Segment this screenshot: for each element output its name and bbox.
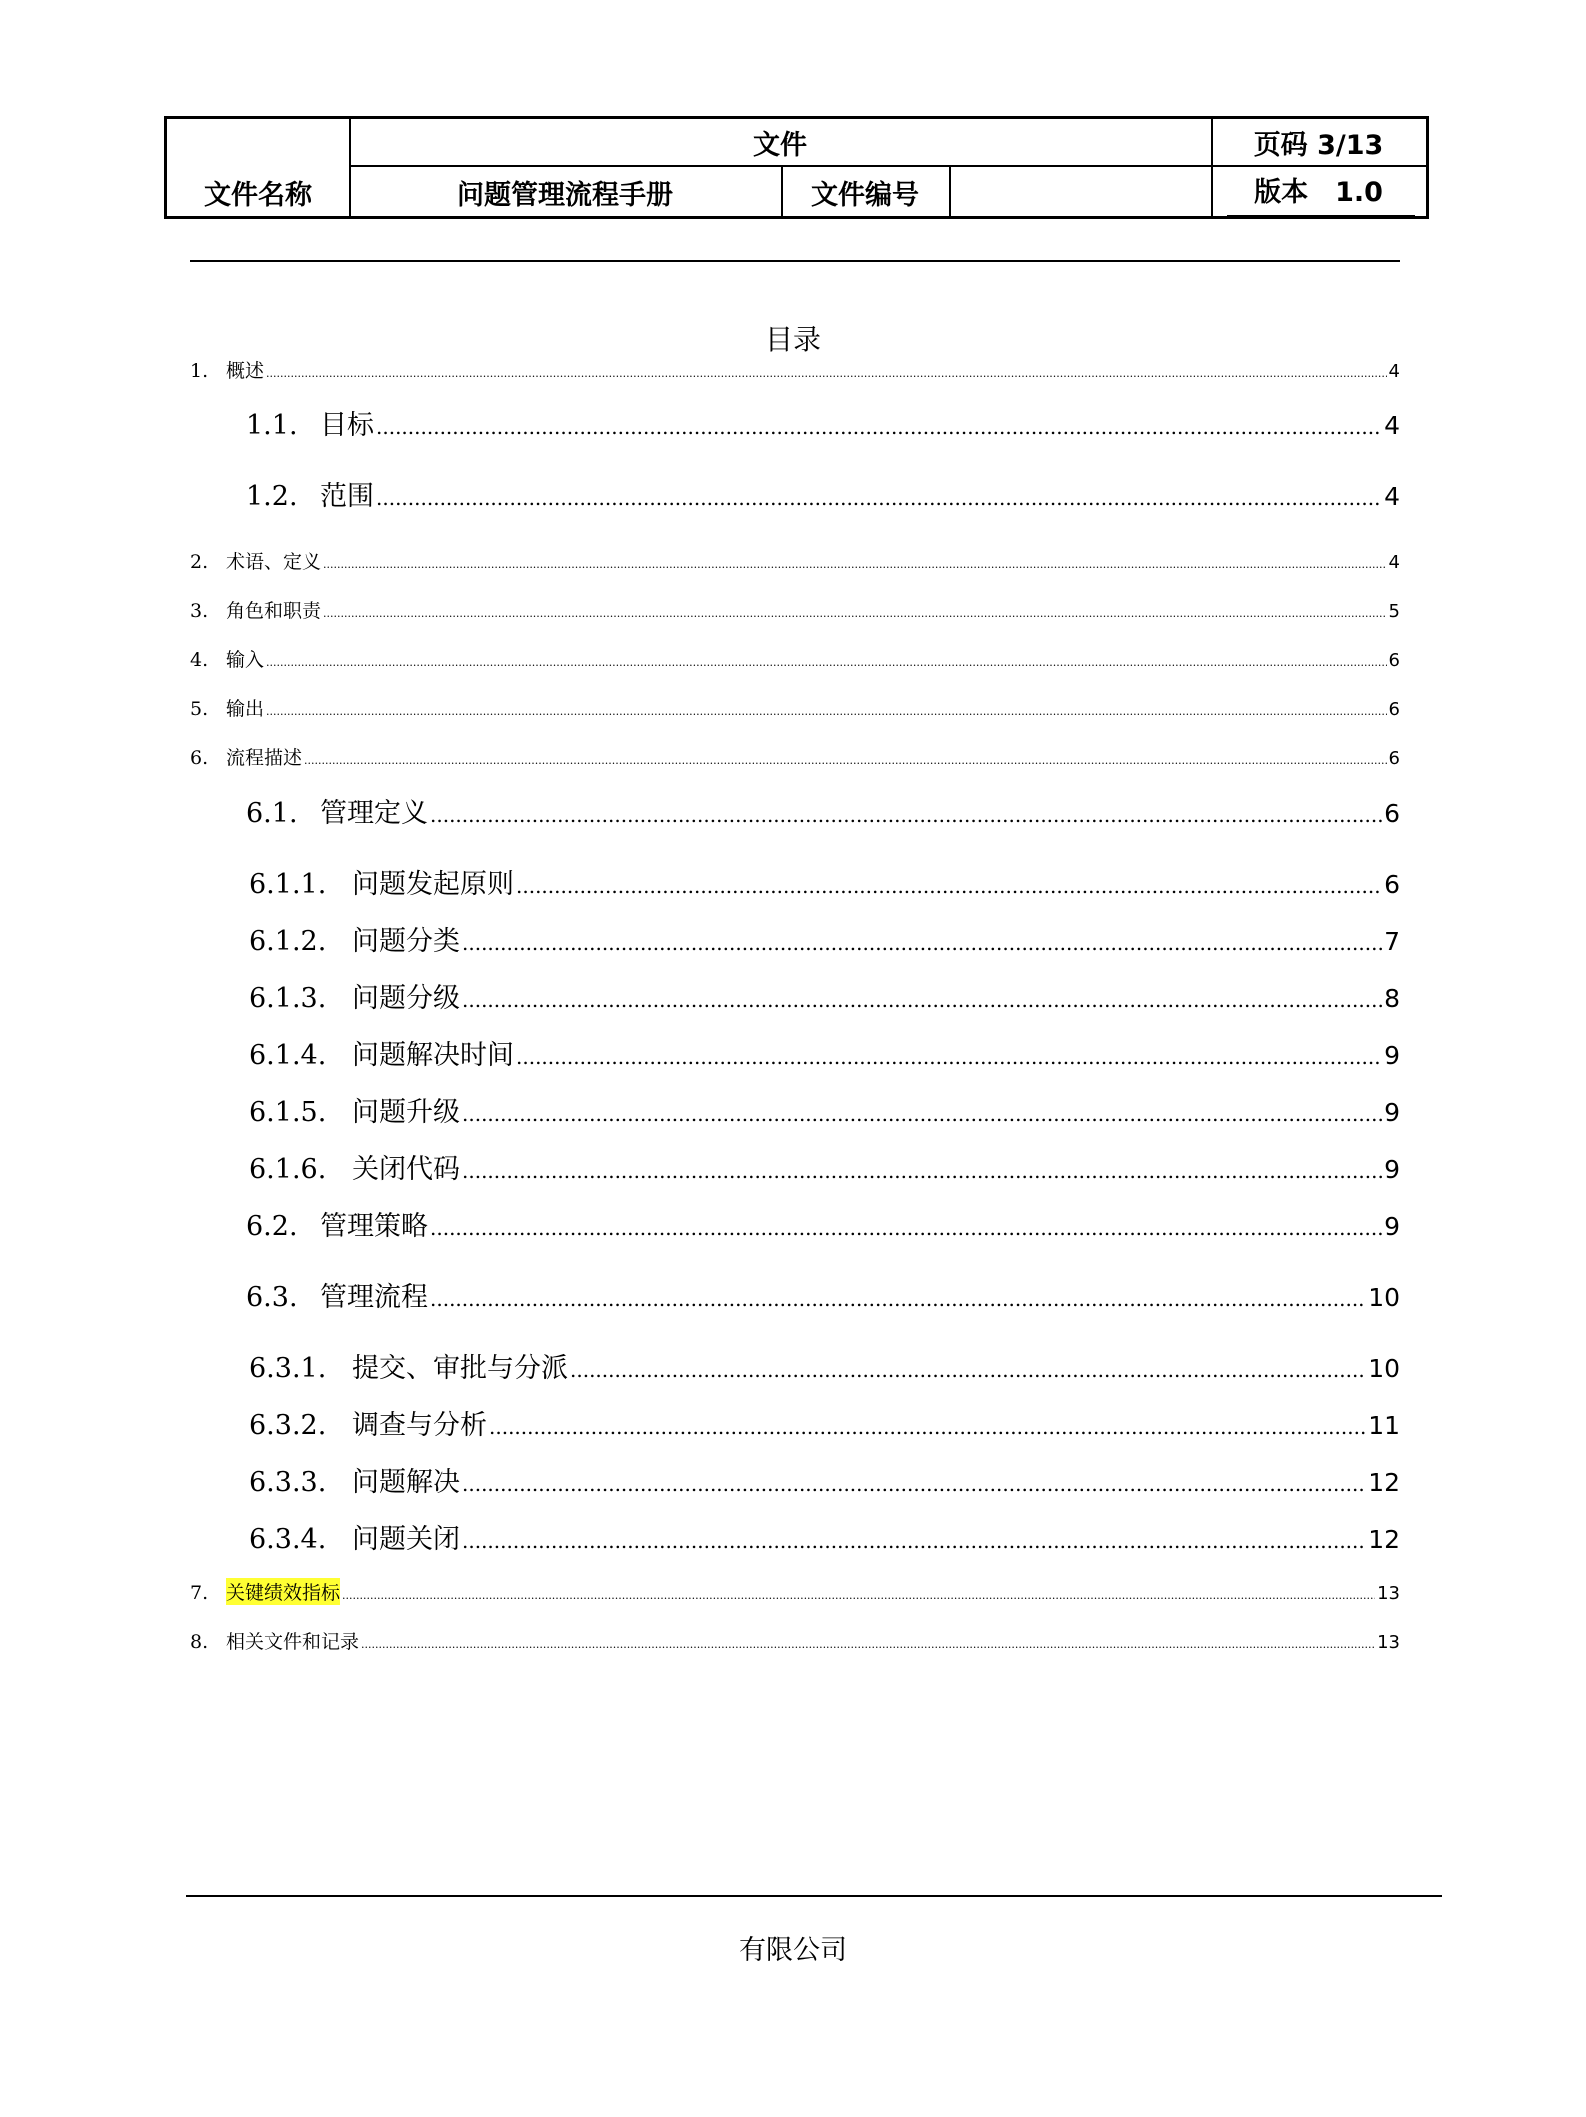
toc-entry[interactable] [249, 1147, 1400, 1186]
toc-entry-label: 目标 [320, 410, 374, 441]
toc-leader [342, 1589, 1375, 1602]
toc-entry-number: 8. [190, 1631, 209, 1653]
toc-entry[interactable] [249, 862, 1400, 901]
toc-entry-label: 相关文件和记录 [226, 1631, 360, 1653]
toc-entry-number: 6.3.4. [249, 1524, 327, 1555]
toc-entry[interactable] [249, 1460, 1400, 1499]
footer-company: 有限公司 [739, 1935, 847, 1966]
toc-entry-label: 输出 [226, 698, 265, 720]
toc-entry-number: 6.1.1. [249, 869, 327, 900]
toc-leader [516, 874, 1382, 898]
toc-entry-label: 问题关闭 [352, 1524, 460, 1555]
toc-entry-label: 问题解决时间 [352, 1040, 514, 1071]
toc-entry-label: 问题分级 [352, 983, 460, 1014]
toc-entry-page: 7 [1384, 927, 1400, 956]
toc-entry-page: 4 [1388, 552, 1400, 573]
toc-entry-number: 6.1.5. [249, 1097, 327, 1128]
toc-entry-number: 6.3. [246, 1282, 298, 1313]
header-divider [1227, 215, 1415, 217]
toc-entry-page: 13 [1377, 1583, 1400, 1604]
toc-entry-page: 9 [1384, 1098, 1400, 1127]
toc-entry-label: 管理流程 [320, 1282, 428, 1313]
toc-entry-label: 调查与分析 [352, 1410, 487, 1441]
toc-entry-page: 11 [1368, 1411, 1400, 1440]
toc-leader [323, 558, 1387, 571]
toc-entry-page: 9 [1384, 1041, 1400, 1070]
toc-entry[interactable] [246, 403, 1400, 442]
toc-entry-label: 管理策略 [320, 1211, 428, 1242]
toc-entry-label: 问题升级 [352, 1097, 460, 1128]
file-number-label: 文件编号 [811, 179, 919, 211]
toc-entry-page: 13 [1377, 1632, 1400, 1653]
toc-entry[interactable] [249, 976, 1400, 1015]
toc-leader [266, 656, 1387, 669]
toc-entry-number: 1.2. [246, 481, 298, 512]
toc-entry-number: 6.3.3. [249, 1467, 327, 1498]
toc-entry[interactable] [190, 1578, 1400, 1605]
toc-entry[interactable] [249, 1517, 1400, 1556]
toc-entry-label: 范围 [320, 481, 374, 512]
toc-entry-number: 6.1.4. [249, 1040, 327, 1071]
toc-entry-page: 4 [1388, 361, 1400, 382]
toc-entry[interactable] [190, 743, 1400, 770]
toc-entry-page: 5 [1388, 601, 1400, 622]
toc-entry[interactable] [249, 919, 1400, 958]
footer-rule [186, 1895, 1442, 1897]
toc-entry-number: 7. [190, 1582, 209, 1604]
toc-entry-label-highlighted: 关键绩效指标 [226, 1578, 340, 1605]
toc-entry-label: 提交、审批与分派 [352, 1353, 568, 1384]
toc-entry-label: 问题发起原则 [352, 869, 514, 900]
toc-leader [462, 1529, 1366, 1553]
toc-entry-number: 6.1. [246, 798, 298, 829]
toc-entry-page: 9 [1384, 1212, 1400, 1241]
toc-entry[interactable] [249, 1346, 1400, 1385]
toc-entry[interactable] [190, 547, 1400, 574]
toc-entry[interactable] [190, 694, 1400, 721]
file-name-label: 文件名称 [204, 179, 312, 211]
toc-entry-label: 角色和职责 [226, 600, 322, 622]
toc-leader [430, 1216, 1382, 1240]
toc-entry-label: 问题分类 [352, 926, 460, 957]
toc-leader [266, 367, 1387, 380]
file-name-value: 问题管理流程手册 [457, 179, 673, 211]
toc-leader [462, 931, 1382, 955]
toc-entry-number: 6.1.2. [249, 926, 327, 957]
toc-entry-number: 6.3.2. [249, 1410, 327, 1441]
toc-entry-number: 6.1.3. [249, 983, 327, 1014]
toc-entry[interactable] [246, 1275, 1400, 1314]
toc-entry[interactable] [249, 1033, 1400, 1072]
toc-entry-number: 1. [190, 360, 209, 382]
toc-entry-number: 5. [190, 698, 209, 720]
toc-leader [361, 1638, 1375, 1651]
toc-entry[interactable] [190, 1627, 1400, 1654]
toc-entry-page: 4 [1384, 411, 1400, 440]
toc-entry[interactable] [246, 1204, 1400, 1243]
toc-entry-page: 6 [1384, 870, 1400, 899]
file-number-value [949, 167, 1211, 217]
toc-leader [430, 803, 1382, 827]
toc-entry-page: 6 [1388, 748, 1400, 769]
toc-entry-label: 流程描述 [226, 747, 303, 769]
toc-leader [430, 1287, 1366, 1311]
toc-entry-label: 概述 [226, 360, 265, 382]
toc-entry[interactable] [249, 1403, 1400, 1442]
toc-leader [376, 415, 1382, 439]
toc-entry-number: 6.1.6. [249, 1154, 327, 1185]
toc-entry-page: 12 [1368, 1468, 1400, 1497]
toc-leader [516, 1045, 1382, 1069]
toc-entry-page: 4 [1384, 482, 1400, 511]
toc-entry-page: 6 [1388, 699, 1400, 720]
toc-entry[interactable] [190, 596, 1400, 623]
toc-entry-page: 8 [1384, 984, 1400, 1013]
toc-entry-label: 管理定义 [320, 798, 428, 829]
toc-leader [462, 988, 1382, 1012]
document-header-table [164, 116, 1429, 219]
toc-entry-page: 6 [1384, 799, 1400, 828]
toc-entry[interactable] [249, 1090, 1400, 1129]
toc-entry-label: 术语、定义 [226, 551, 322, 573]
doc-type-label: 文件 [753, 129, 807, 161]
toc-entry-page: 10 [1368, 1354, 1400, 1383]
toc-entry-number: 6. [190, 747, 209, 769]
toc-entry-page: 12 [1368, 1525, 1400, 1554]
toc-leader [462, 1159, 1382, 1183]
toc-entry-page: 10 [1368, 1283, 1400, 1312]
toc-entry-number: 1.1. [246, 410, 298, 441]
toc-entry-number: 2. [190, 551, 209, 573]
toc-leader [304, 754, 1387, 767]
toc-leader [462, 1472, 1366, 1496]
header-rule [190, 260, 1400, 262]
toc-leader [462, 1102, 1382, 1126]
page-number-label: 页码 3/13 [1253, 129, 1384, 161]
toc-entry-number: 4. [190, 649, 209, 671]
toc-entry[interactable] [190, 356, 1400, 383]
toc-entry-label: 问题解决 [352, 1467, 460, 1498]
toc-entry[interactable] [246, 474, 1400, 513]
toc-leader [376, 486, 1382, 510]
toc-leader [266, 705, 1387, 718]
toc-entry[interactable] [190, 645, 1400, 672]
toc-title: 目录 [764, 323, 821, 356]
toc-entry-number: 6.2. [246, 1211, 298, 1242]
toc-entry-page: 9 [1384, 1155, 1400, 1184]
toc-entry-label: 输入 [226, 649, 265, 671]
toc-entry-number: 3. [190, 600, 209, 622]
toc-entry-page: 6 [1388, 650, 1400, 671]
toc-entry-number: 6.3.1. [249, 1353, 327, 1384]
toc-entry[interactable] [246, 791, 1400, 830]
version-label: 版本 1.0 [1254, 176, 1383, 208]
toc-entry-label: 关闭代码 [352, 1154, 460, 1185]
toc-leader [570, 1358, 1366, 1382]
toc-leader [323, 607, 1387, 620]
toc-leader [489, 1415, 1366, 1439]
